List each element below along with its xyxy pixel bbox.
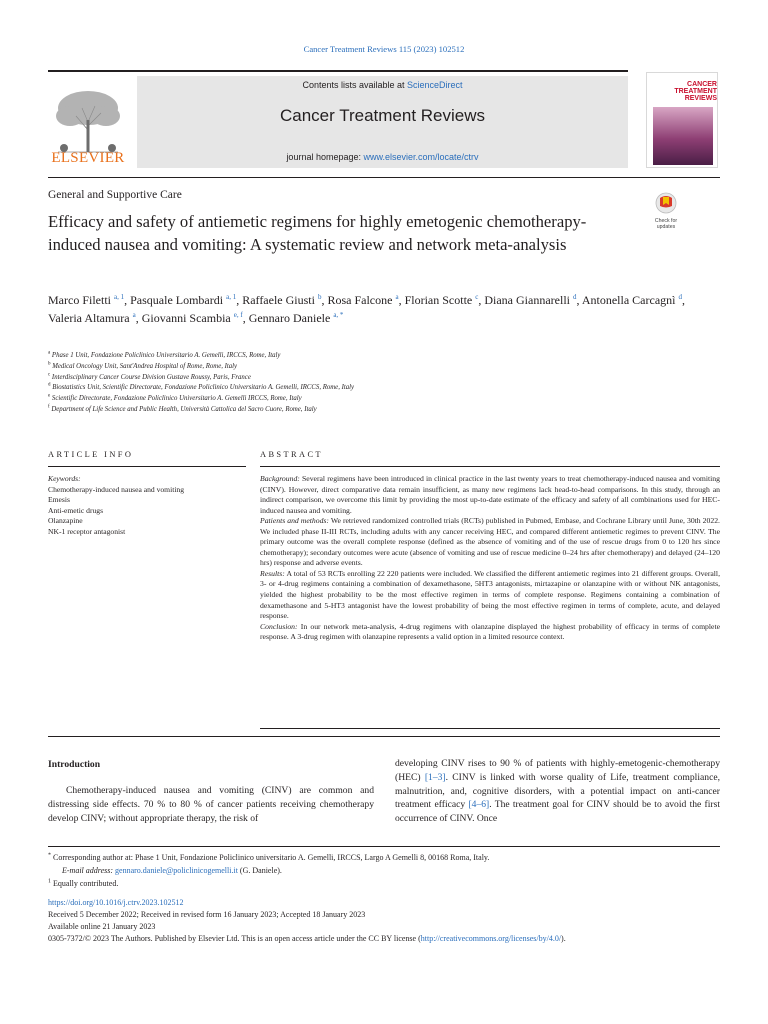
online-date: Available online 21 January 2023 xyxy=(48,922,156,931)
affiliation-text: Department of Life Science and Public Health, Università Cattolica del Sacro Cuore, Rome, Italy xyxy=(49,405,317,413)
article-title: Efficacy and safety of antiemetic regimens for highly emetogenic chemotherapy-induced nausea and vomiting: A systematic review and network meta-analysis xyxy=(48,212,587,254)
abstract-results xyxy=(260,569,720,622)
abstract-body xyxy=(260,474,720,643)
author-name-text: Rosa Falcone xyxy=(327,293,393,307)
reference-link-4-6[interactable]: [4–6] xyxy=(468,799,490,811)
footnotes xyxy=(48,852,720,890)
author-name[interactable] xyxy=(48,293,124,307)
abstract-methods-label: Patients and methods: xyxy=(260,516,329,526)
author-affiliation-mark[interactable]: c xyxy=(475,293,479,301)
keywords-list xyxy=(48,485,248,537)
elsevier-wordmark: ELSEVIER xyxy=(51,150,125,166)
author-affiliation-mark[interactable]: e, f xyxy=(233,310,243,319)
author-name-text: Gennaro Daniele xyxy=(248,310,331,325)
author-name[interactable] xyxy=(130,293,236,307)
license-suffix: ). xyxy=(561,934,566,943)
author-name-text: Pasquale Lombardi xyxy=(130,293,224,307)
equal-mark: 1 xyxy=(48,877,51,884)
check-updates-line-1: Check for xyxy=(654,218,678,224)
abstract-background-label: Background: xyxy=(260,474,300,483)
abstract-conclusion-text: In our network meta-analysis, 4-drug regimens with olanzapine displayed the highest probability of efficacy in terms of complete response. A 3-drug regimen with olanzapine represents a valid option in a limited resource context. xyxy=(260,621,720,642)
affiliation-item xyxy=(48,383,648,394)
footnote-rule xyxy=(48,846,720,847)
abstract-rule xyxy=(260,466,720,467)
abstract-heading: ABSTRACT xyxy=(260,450,323,459)
article-info-heading: ARTICLE INFO xyxy=(48,450,134,459)
affiliation-key: e xyxy=(48,393,51,399)
keyword-item: Olanzapine xyxy=(48,516,83,526)
cover-title-line-3: REVIEWS xyxy=(684,95,717,103)
body-left-column: Chemotherapy-induced nausea and vomiting (CINV) are common and distressing side effects. 70 % to 80 % of cancer patients receiving chemotherapy develop CINV; without appropriate therapy, the risk of xyxy=(48,785,374,824)
author-separator: , xyxy=(236,293,243,307)
reference-link-1-3[interactable]: [1–3] xyxy=(424,771,446,783)
affiliation-key: d xyxy=(48,383,51,389)
author-affiliation-mark[interactable]: b xyxy=(317,293,322,301)
contents-prefix: Contents lists available at xyxy=(302,80,408,90)
article-section: General and Supportive Care xyxy=(48,189,182,201)
journal-cover[interactable] xyxy=(646,72,718,168)
author-affiliation-mark[interactable]: a xyxy=(132,310,136,319)
body-right-text-2: . CINV is linked with worse quality of Life, treatment compliance, malnutrition, and, cognitive disorders, with a potential impact on anti-cancer treatment efficacy xyxy=(395,771,720,811)
homepage-link[interactable]: www.elsevier.com/locate/ctrv xyxy=(363,152,479,162)
body-right-column xyxy=(395,757,720,826)
author-separator: , xyxy=(478,293,485,307)
affiliation-item xyxy=(48,351,648,362)
author-separator: , xyxy=(321,293,328,307)
affiliation-key: a xyxy=(48,350,51,356)
check-for-updates-button[interactable] xyxy=(644,192,688,232)
header-rule xyxy=(48,177,720,178)
author-name-text: Diana Giannarelli xyxy=(484,293,570,307)
received-dates: Received 5 December 2022; Received in revised form 16 January 2023; Accepted 18 January 2023 xyxy=(48,910,366,919)
author-affiliation-mark[interactable]: a, 1 xyxy=(226,293,237,301)
author-separator: , xyxy=(124,293,131,307)
introduction-heading: Introduction xyxy=(48,759,101,770)
cover-title-line-1: CANCER xyxy=(687,81,717,88)
author-name[interactable] xyxy=(142,311,243,325)
journal-reference[interactable]: Cancer Treatment Reviews 115 (2023) 102512 xyxy=(303,44,465,54)
abstract-conclusion-label: Conclusion: xyxy=(260,621,298,631)
equal-contribution-note xyxy=(48,878,720,891)
author-name-text: Valeria Altamura xyxy=(48,310,130,325)
body-rule xyxy=(48,736,720,737)
cover-title xyxy=(667,81,717,103)
affiliation-text: Medical Oncology Unit, Sant'Andrea Hospital of Rome, Rome, Italy xyxy=(50,362,238,370)
author-affiliation-mark[interactable]: a, 1 xyxy=(114,293,125,301)
affiliation-key: b xyxy=(48,361,51,367)
author-separator: , xyxy=(576,293,582,307)
license-prefix: 0305-7372/© 2023 The Authors. Published by Elsevier Ltd. This is an open access article under the CC BY license ( xyxy=(48,934,421,943)
author-affiliation-mark[interactable]: a xyxy=(395,293,399,301)
email-suffix: (G. Daniele). xyxy=(237,865,282,875)
author-list xyxy=(48,292,688,327)
abstract-background-text: Several regimens have been introduced in clinical practice in the last twenty years to treat chemotherapy-induced nausea and vomiting (CINV). However, direct comparative data remain insufficient, as many new regimens lack head-to-head comparisons. In this study, through an indirect comparison, we overcome this limit by providing the most up-to-date estimate of the efficacy and safety of all combinations used for HEC-induced nausea and vomiting. xyxy=(260,474,720,515)
affiliation-item xyxy=(48,362,648,373)
email-link[interactable]: gennaro.daniele@policlinicogemelli.it xyxy=(115,865,238,875)
abstract-results-label: Results: xyxy=(260,568,285,578)
affiliation-text: Biostatistics Unit, Scientific Directorate, Fondazione Policlinico Universitario A. Gemelli, IRCCS, Rome, Italy xyxy=(50,384,355,392)
author-affiliation-mark[interactable]: d xyxy=(678,293,682,301)
author-name[interactable] xyxy=(327,293,398,307)
affiliation-item xyxy=(48,405,648,416)
cover-image xyxy=(653,107,713,165)
keyword-item: NK-1 receptor antagonist xyxy=(48,526,126,536)
abstract-results-text: A total of 53 RCTs enrolling 22 220 patients were included. We classified the different antiemetic regimes into 21 different groups. Overall, 3- or 4-drug regimens containing a combination of dexamethasone, 5HT3 antagonists, mirtazapine or olanzapine with or without NK antagonists, yielded the highest probability to be the most effective regimen in terms of complete response. Regimens containing a combination of dexamethasone and 5-HT3 antagonist have the lowest probability of being the most effective regimen in terms of complete, acute, and delayed response. xyxy=(260,568,720,621)
license-link[interactable]: http://creativecommons.org/licenses/by/4.0/ xyxy=(420,934,562,943)
author-name-text: Raffaele Giusti xyxy=(242,293,315,307)
sciencedirect-link[interactable]: ScienceDirect xyxy=(407,80,463,90)
corresponding-mark: * xyxy=(48,852,51,859)
article-info-rule xyxy=(48,466,246,467)
keywords-label: Keywords: xyxy=(48,474,81,483)
corresponding-author-note xyxy=(48,852,720,865)
affiliation-item xyxy=(48,373,648,384)
affiliation-key: c xyxy=(48,372,51,378)
keyword-item: Anti-emetic drugs xyxy=(48,505,104,515)
author-separator: , xyxy=(398,293,405,307)
contents-line xyxy=(137,80,628,90)
author-name-text: Antonella Carcagnì xyxy=(581,293,676,307)
check-updates-icon xyxy=(644,192,688,232)
author-affiliation-mark[interactable]: a, * xyxy=(333,310,344,319)
author-name[interactable] xyxy=(405,293,479,307)
email-label: E-mail address: xyxy=(62,865,114,875)
author-name[interactable] xyxy=(242,293,321,307)
author-name[interactable] xyxy=(249,311,344,325)
affiliation-item xyxy=(48,394,648,405)
author-separator: , xyxy=(135,310,142,325)
author-separator: , xyxy=(681,293,685,307)
license-line xyxy=(48,933,728,945)
doi-link[interactable]: https://doi.org/10.1016/j.ctrv.2023.102512 xyxy=(48,898,184,907)
author-affiliation-mark[interactable]: d xyxy=(573,293,577,301)
abstract-conclusion xyxy=(260,622,720,643)
body-right-text-3: . The treatment goal for CINV should be to avoid the first occurrence of CINV. Once xyxy=(395,799,720,825)
publication-info xyxy=(48,897,728,945)
author-separator: , xyxy=(242,310,249,325)
author-name[interactable] xyxy=(484,293,576,307)
author-name-text: Florian Scotte xyxy=(404,293,473,307)
equal-text: Equally contributed. xyxy=(51,878,119,888)
corresponding-text: Corresponding author at: Phase 1 Unit, Fondazione Policlinico universitario A. Gemelli, IRCCS, Largo A Gemelli 8, 00168 Roma, Italy. xyxy=(51,853,490,862)
affiliation-key: f xyxy=(48,404,50,410)
abstract-bottom-rule xyxy=(260,728,720,729)
email-note xyxy=(48,865,720,878)
body-right-text-1: developing CINV rises to 90 % of patients with highly-emetogenic-chemotherapy (HEC) xyxy=(395,758,720,783)
abstract-methods xyxy=(260,516,720,569)
author-name[interactable] xyxy=(582,293,682,307)
affiliation-text: Scientific Directorate, Fondazione Policlinico Universitario A. Gemelli IRCCS, Rome, Italy xyxy=(50,395,302,403)
keyword-item: Chemotherapy-induced nausea and vomiting xyxy=(48,485,185,494)
keyword-item: Emesis xyxy=(48,495,70,505)
author-name-text: Marco Filetti xyxy=(48,293,111,307)
cover-title-line-2: TREATMENT xyxy=(674,88,717,96)
affiliation-text: Phase 1 Unit, Fondazione Policlinico Universitario A. Gemelli, IRCCS, Rome, Italy xyxy=(50,352,281,359)
author-name[interactable] xyxy=(48,311,136,325)
affiliation-text: Interdisciplinary Cancer Course Division Gustave Roussy, Paris, France xyxy=(50,373,251,381)
affiliation-list xyxy=(48,351,648,416)
author-name-text: Giovanni Scambia xyxy=(141,310,231,325)
abstract-background xyxy=(260,474,720,516)
journal-title: Cancer Treatment Reviews xyxy=(279,106,486,125)
homepage-prefix: journal homepage: xyxy=(286,152,364,162)
abstract-methods-text: We retrieved randomized controlled trials (RCTs) published in Pubmed, Embase, and Cochrane Library until June, 30th 2022. We included phase II-III RCTs, including adults with any cancer receiving HEC, and compared different antiemetic regimes to prevent CINV. The primary outcome was the overall complete response (defined as the absence of vomiting and of the use of rescue drugs from 0 to 120 hrs since chemotherapy); secondary outcomes were acute (absence of vomiting and use of rescue medicine 0–24 hrs after chemotherapy) and delayed (24–120 hrs) response and adverse events. xyxy=(260,516,720,568)
check-updates-line-2: updates xyxy=(656,224,676,230)
homepage-line xyxy=(137,152,628,162)
